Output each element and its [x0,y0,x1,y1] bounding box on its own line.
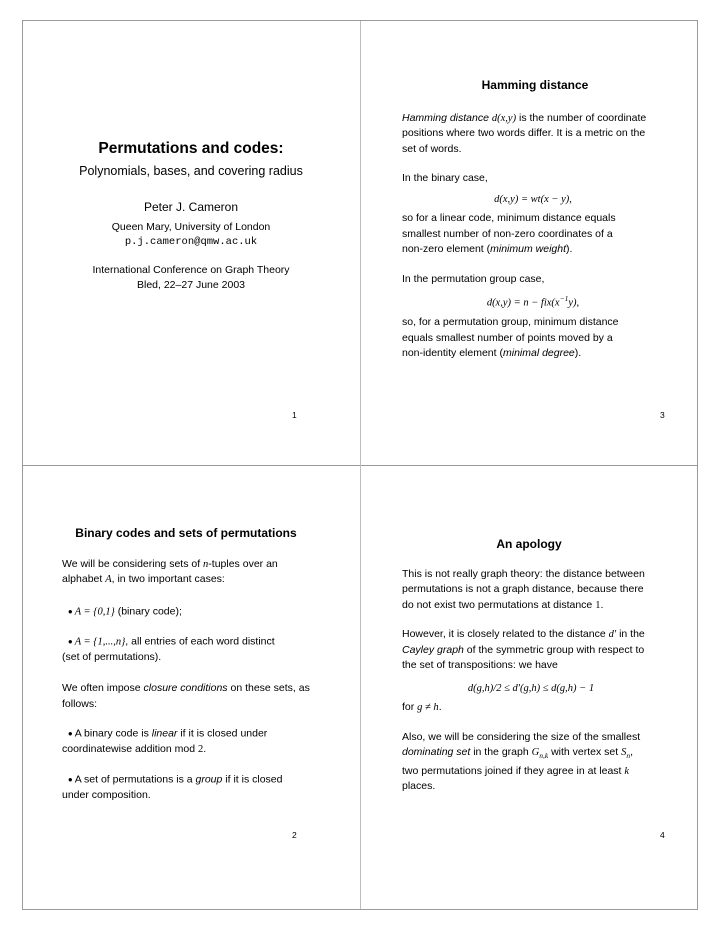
slide-4-title: An apology [496,537,562,551]
slide-3-title: Hamming distance [481,78,589,92]
slide-4-para-1: This is not really graph theory: the distance between permutations is not a graph distance, because there do not exist two permutations at distance 1. [402,567,645,611]
slide-2-para-1: We will be considering sets of n-tuples over an alphabet A, in two important cases: [62,557,278,585]
equation-cayley-bound: d(g,h)/2 ≤ d′(g,h) ≤ d(g,h) − 1 [467,682,595,694]
vertical-divider [360,21,361,909]
slide-4-para-3: for g ≠ h. [402,701,442,713]
slide-2 [62,526,342,803]
case-binary-code: ● A = {0,1} (binary code); [67,605,182,618]
slide-3-para-1: Hamming distance d(x,y) is the number of coordinate positions where two words differ. It is a metric on the set of words. [402,111,647,155]
location-date: Bled, 22–27 June 2003 [136,279,245,291]
bullet-linear-code: ● A binary code is linear if it is closed under coordinatewise addition mod 2. [62,727,268,756]
equation-hamming-binary: d(x,y) = wt(x − y), [494,193,572,205]
slide-3-para-2: In the binary case, [402,172,488,184]
page-number-3: 3 [660,410,665,420]
bullet-group: ● A set of permutations is a group if it is closed under composition. [62,773,283,801]
case-permutations: ● A = {1,...,n}, all entries of each word distinct (set of permutations). [62,635,275,663]
slide-4-para-2: However, it is closely related to the distance d′ in the Cayley graph of the symmetric group with respect to the set of transpositions: we have [402,628,645,671]
equation-hamming-permutation: $d(x,y) = n - fix(x^{-1}y)$, [486,294,580,309]
slide-3-para-3: so for a linear code, minimum distance equals smallest number of non-zero coordinates of a non-zero element (minimum weight). [402,212,616,255]
page-number-4: 4 [660,830,665,840]
slide-1 [40,139,342,294]
email: p.j.cameron@qmw.ac.uk [124,236,258,248]
slide-3 [402,78,692,362]
slide-3-para-4: In the permutation group case, [402,272,545,285]
slide-3-para-5: so, for a permutation group, minimum distance equals smallest number of points moved by a non-identity element (minimal degree). [402,316,619,359]
slide-2-title: Binary codes and sets of permutations [75,526,297,540]
slide-4 [402,537,692,795]
page-number-1: 1 [292,410,297,420]
author: Peter J. Cameron [143,200,239,214]
page-number-2: 2 [292,830,297,840]
slide-1-title: Permutations and codes: [98,140,284,157]
conference: International Conference on Graph Theory [92,263,290,276]
slide-2-para-2: We often impose closure conditions on these sets, as follows: [62,682,310,710]
slide-4-para-4: Also, we will be considering the size of the smallest dominating set in the graph $G_{n,k}$ with vertex set $S_n$, two permutations joined if they agree in at least k places. [402,730,641,793]
affiliation: Queen Mary, University of London [111,220,271,233]
slide-1-subtitle: Polynomials, bases, and covering radius [79,164,303,178]
